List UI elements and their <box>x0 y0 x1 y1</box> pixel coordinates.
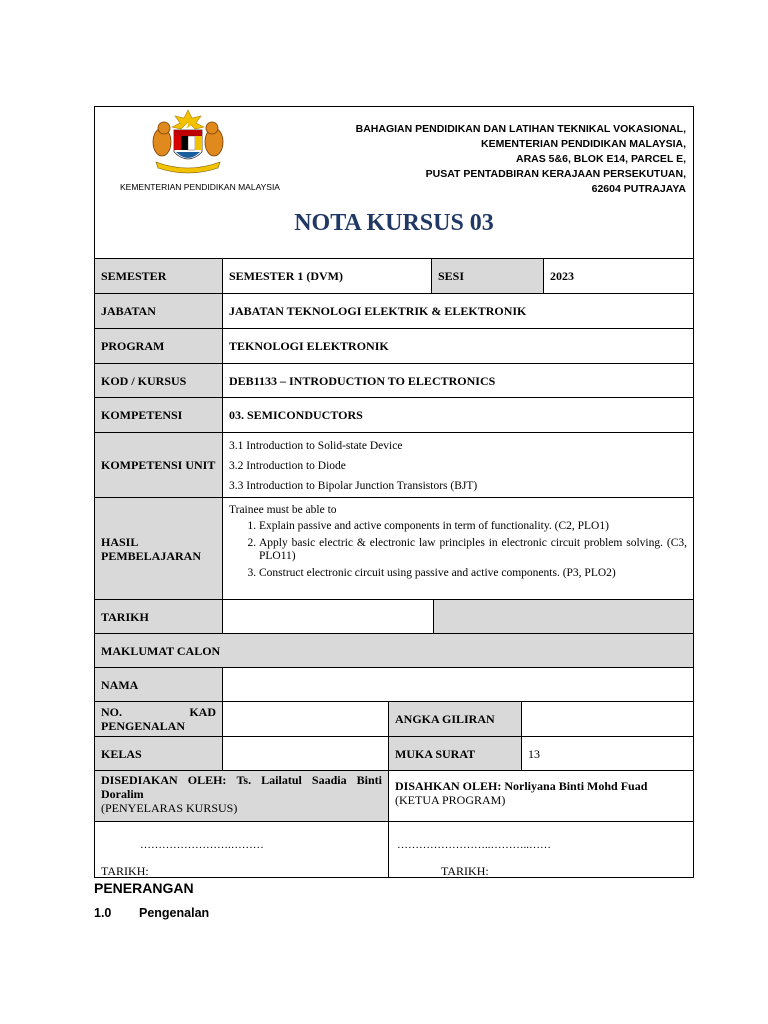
muka-surat-value: 13 <box>521 736 694 771</box>
kompetensi-unit-item: 3.2 Introduction to Diode <box>229 460 346 472</box>
subsection-title: Pengenalan <box>139 906 210 920</box>
disahkan-block <box>388 770 694 822</box>
hasil-pembelajaran-content <box>222 497 694 600</box>
tarikh-field[interactable] <box>222 599 434 634</box>
kompetensi-unit-list <box>222 432 694 498</box>
address-line: 62604 PUTRAJAYA <box>591 183 686 195</box>
signature-prepared-area[interactable] <box>94 821 389 878</box>
sesi-label: SESI <box>431 258 544 294</box>
signature-approved-area[interactable] <box>388 821 694 878</box>
signature-date-label: TARIKH: <box>101 864 149 878</box>
ministry-label: KEMENTERIAN PENDIDIKAN MALAYSIA <box>120 182 280 192</box>
address-line: BAHAGIAN PENDIDIKAN DAN LATIHAN TEKNIKAL VOKASIONAL, <box>355 123 686 135</box>
nokad-label-part: KAD <box>189 705 216 719</box>
document-header <box>94 106 694 258</box>
kompetensi-unit-item: 3.3 Introduction to Bipolar Junction Transistors (BJT) <box>229 480 478 492</box>
tarikh-shaded-cell <box>433 599 694 634</box>
no-kad-pengenalan-label <box>94 701 223 737</box>
nama-label: NAMA <box>94 667 223 702</box>
outcome-list <box>229 520 687 580</box>
document-title: NOTA KURSUS 03 <box>294 210 494 236</box>
nama-field[interactable] <box>222 667 694 702</box>
program-value: TEKNOLOGI ELEKTRONIK <box>222 328 694 364</box>
kelas-field[interactable] <box>222 736 389 771</box>
disediakan-label: DISEDIAKAN OLEH: <box>101 773 227 787</box>
program-label: PROGRAM <box>94 328 223 364</box>
ministry-address <box>356 122 686 197</box>
disediakan-name: Ts. Lailatul Saadia Binti Doralim <box>101 773 383 801</box>
address-line: KEMENTERIAN PENDIDIKAN MALAYSIA, <box>481 138 686 150</box>
signature-date-label: TARIKH: <box>441 864 489 878</box>
angka-giliran-field[interactable] <box>521 701 694 737</box>
kompetensi-unit-label: KOMPETENSI UNIT <box>94 432 223 498</box>
maklumat-calon-header: MAKLUMAT CALON <box>94 633 694 668</box>
kelas-label: KELAS <box>94 736 223 771</box>
disahkan-role: (KETUA PROGRAM) <box>395 793 506 807</box>
signature-line: …………………….……… <box>140 839 264 851</box>
outcome-item: 2. Apply basic electric & electronic law principles in electronic circuit problem solving. (C3, PLO11) <box>259 537 687 563</box>
hasil-pembelajaran-label: HASIL PEMBELAJARAN <box>94 497 223 600</box>
disahkan-label: DISAHKAN OLEH: <box>395 779 502 793</box>
muka-surat-label: MUKA SURAT <box>388 736 522 771</box>
outcome-item: 3. Construct electronic circuit using passive and active components. (P3, PLO2) <box>259 567 687 580</box>
kompetensi-label: KOMPETENSI <box>94 397 223 433</box>
address-line: ARAS 5&6, BLOK E14, PARCEL E, <box>516 153 686 165</box>
hasil-intro: Trainee must be able to <box>229 504 337 516</box>
tarikh-label: TARIKH <box>94 599 223 634</box>
sesi-value: 2023 <box>543 258 694 294</box>
penerangan-heading: PENERANGAN <box>94 880 194 896</box>
address-line: PUSAT PENTADBIRAN KERAJAAN PERSEKUTUAN, <box>425 168 686 180</box>
angka-giliran-label: ANGKA GILIRAN <box>388 701 522 737</box>
jabatan-value: JABATAN TEKNOLOGI ELEKTRIK & ELEKTRONIK <box>222 293 694 329</box>
jabatan-label: JABATAN <box>94 293 223 329</box>
kompetensi-value: 03. SEMICONDUCTORS <box>222 397 694 433</box>
semester-label: SEMESTER <box>94 258 223 294</box>
disediakan-role: (PENYELARAS KURSUS) <box>101 801 238 815</box>
no-kad-pengenalan-field[interactable] <box>222 701 389 737</box>
outcome-item: 1. Explain passive and active components in term of functionality. (C2, PLO1) <box>259 520 687 533</box>
disahkan-name: Norliyana Binti Mohd Fuad <box>504 779 648 793</box>
nokad-label-part: NO. <box>101 705 122 719</box>
kompetensi-unit-item: 3.1 Introduction to Solid-state Device <box>229 440 403 452</box>
kod-kursus-value: DEB1133 – INTRODUCTION TO ELECTRONICS <box>222 363 694 398</box>
coat-of-arms-emblem <box>146 108 230 180</box>
semester-value: SEMESTER 1 (DVM) <box>222 258 432 294</box>
subsection-number: 1.0 <box>94 906 112 920</box>
signature-line: ……………………..………..…… <box>397 839 551 851</box>
nokad-label-part: PENGENALAN <box>101 719 186 733</box>
kod-kursus-label: KOD / KURSUS <box>94 363 223 398</box>
disediakan-block <box>94 770 389 822</box>
